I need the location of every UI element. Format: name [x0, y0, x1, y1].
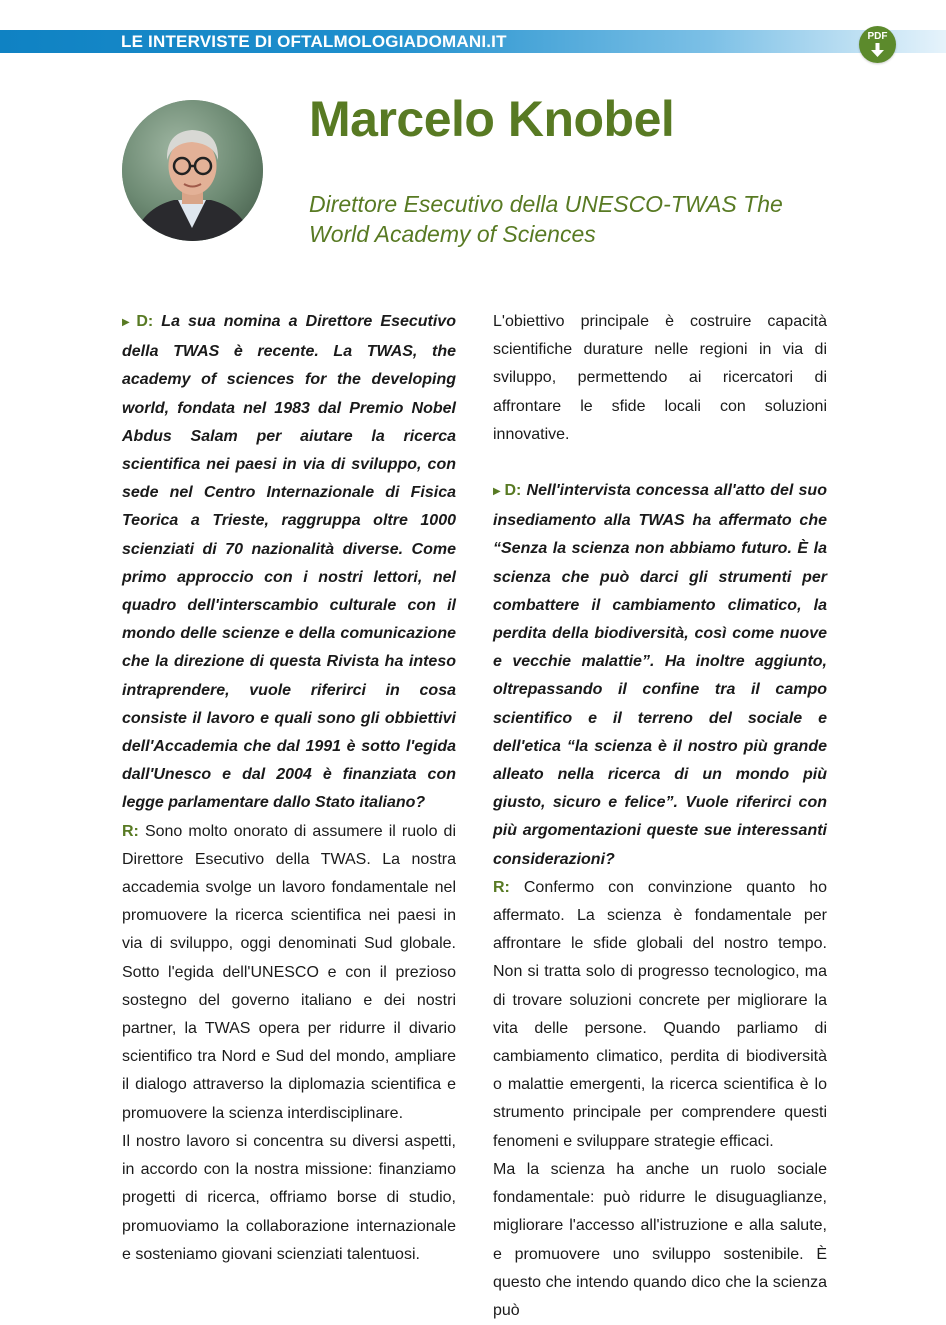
answer-marker: R:: [493, 878, 510, 896]
answer-2-text: Confermo con convinzione quanto ho affermato. La scienza è fondamentale per affrontare le sfide globali del nostro tempo. Non si tratta solo di progresso tecnologico, ma di trovare soluzioni concrete per migliorare la vita delle persone. Quando parliamo di cambiamento climatico, perdita di biodiversità o malattie emergenti, la ricerca scientifica è lo strumento principale per comprendere questi fenomeni e sviluppare strategie efficaci.: [493, 878, 827, 1150]
header-bar: [0, 30, 946, 53]
question-1: [122, 308, 456, 818]
article-column-right: [493, 308, 827, 1325]
question-2-text: Nell'intervista concessa all'atto del suo insediamento alla TWAS ha affermato che “Senza la scienza non abbiamo futuro. È la scienza che può darci gli strumenti per combattere il cambiamento climatico, la perdita della biodiversità, così come nuove e vecchie malattie”. Ha inoltre aggiunto, oltrepassando il confine tra il campo scientifico e il terreno del sociale e dell'etica “la scienza è il nostro più grande alleato nella ricerca di un mondo più giusto, sicuro e felice”. Vuole riferirci con più argomentazioni queste sue interessanti considerazioni?: [493, 482, 827, 868]
answer-1-paragraph-3: L'obiettivo principale è costruire capacità scientifiche durature nelle regioni in via di sviluppo, permettendo ai ricercatori di affrontare le sfide locali con soluzioni innovative.: [493, 313, 827, 443]
answer-1-text: Sono molto onorato di assumere il ruolo di Direttore Esecutivo della TWAS. La nostra accademia svolge un lavoro fondamentale nel promuovere la ricerca scientifica nei paesi in via di sviluppo, oggi denominati Sud globale. Sotto l'egida dell'UNESCO e con il prezioso sostegno del governo italiano e dei nostri partner, la TWAS opera per ridurre il divario scientifico tra Nord e Sud del mondo, ampliare il dialogo attraverso la diplomazia scientifica e promuovere la scienza interdisciplinare.: [122, 822, 456, 1122]
answer-1-paragraph-2: Il nostro lavoro si concentra su diversi aspetti, in accordo con la nostra missione: finanziamo progetti di ricerca, offriamo borse di studio, promuoviamo la collaborazione internazionale e sosteniamo giovani scienziati talentuosi.: [122, 1132, 456, 1263]
question-1-text: La sua nomina a Direttore Esecutivo della TWAS è recente. La TWAS, the academy of sciences for the developing world, fondata nel 1983 dal Premio Nobel Abdus Salam per aiutare la ricerca scientifica nei paesi in via di sviluppo, con sede nel Centro Internazionale di Fisica Teorica a Trieste, raggruppa oltre 1000 scienziati di 70 nazionalità diverse. Come primo approccio con i nostri lettori, nel quadro dell'interscambio culturale con il mondo delle scienze e della comunicazione che la direzione di questa Rivista ha inteso intraprendere, vuole riferirci in cosa consiste il lavoro e quali sono gli obbiettivi dell'Accademia che dal 1991 è sotto l'egida dall'Unesco e dal 2004 è finanziata con legge parlamentare dallo Stato italiano?: [122, 313, 456, 812]
header-title: LE INTERVISTE DI OFTALMOLOGIADOMANI.IT: [121, 32, 507, 51]
answer-2-paragraph-2: Ma la scienza ha anche un ruolo sociale fondamentale: può ridurre le disuguaglianze, migliorare l'accesso all'istruzione e alla salute, e promuovere uno sviluppo sostenibile. È questo che intendo quando dico che la scienza può: [493, 1160, 827, 1319]
article-column-left: [122, 308, 456, 1269]
pdf-label: PDF: [867, 31, 888, 42]
portrait-image: [122, 100, 263, 241]
question-marker: D:: [504, 482, 522, 500]
person-name: Marcelo Knobel: [309, 91, 675, 147]
person-role: Direttore Esecutivo della UNESCO-TWAS The World Academy of Sciences: [309, 191, 783, 247]
triangle-bullet-icon: ▶: [493, 486, 502, 498]
download-arrow-icon: [871, 43, 884, 58]
question-2: [493, 477, 827, 874]
avatar: [122, 100, 263, 241]
question-marker: D:: [136, 313, 154, 330]
answer-marker: R:: [122, 822, 139, 840]
answer-2-paragraph-1: [493, 874, 827, 1156]
pdf-download-button[interactable]: [859, 26, 896, 63]
answer-1-paragraph-1: [122, 818, 456, 1128]
triangle-bullet-icon: ▶: [122, 317, 134, 328]
